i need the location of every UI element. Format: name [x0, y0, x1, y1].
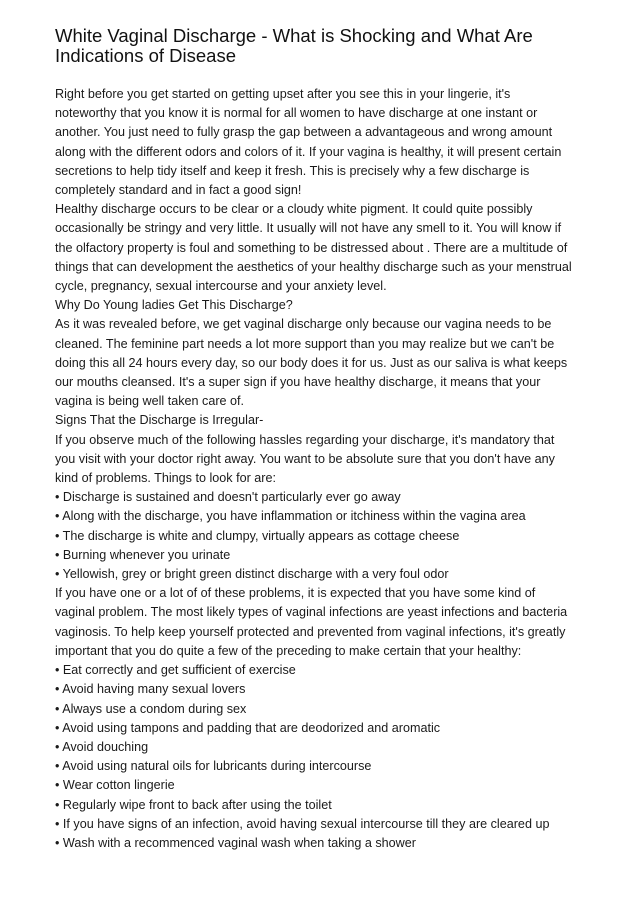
- text-line: kind of problems. Things to look for are:: [55, 471, 276, 486]
- bullet-item: • Avoid using natural oils for lubricants during intercourse: [55, 759, 372, 774]
- section-heading: Signs That the Discharge is Irregular-: [55, 413, 264, 428]
- text-line: Right before you get started on getting upset after you see this in your lingerie, it's: [55, 87, 511, 101]
- bullet-item: • Discharge is sustained and doesn't particularly ever go away: [55, 490, 401, 505]
- text-line: occasionally be stringy and very little. It usually will not have any smell to it. You will know if: [55, 221, 562, 236]
- bullet-item: • Yellowish, grey or bright green distinct discharge with a very foul odor: [55, 567, 449, 582]
- text-line: As it was revealed before, we get vaginal discharge only because our vagina needs to be: [55, 317, 552, 332]
- bullet-item: • Burning whenever you urinate: [55, 547, 231, 562]
- bullet-item: • Avoid using tampons and padding that are deodorized and aromatic: [55, 720, 441, 735]
- text-line: If you have one or a lot of of these problems, it is expected that you have some kind of: [55, 586, 536, 601]
- text-line: our mouths cleansed. It's a super sign if you have healthy discharge, it means that your: [55, 375, 541, 390]
- document-page: [55, 26, 603, 853]
- bullet-item: • The discharge is white and clumpy, virtually appears as cottage cheese: [55, 528, 460, 543]
- bullet-item: • If you have signs of an infection, avoid having sexual intercourse till they are cleared up: [55, 816, 550, 831]
- document-title: White Vaginal Discharge - What is Shocking and What Are Indications of Disease: [55, 25, 533, 66]
- text-line: you visit with your doctor right away. You want to be absolute sure that you don't have any: [55, 451, 555, 466]
- text-line: another. You just need to fully grasp the gap between a advantageous and wrong amount: [55, 125, 553, 140]
- bullet-item: • Eat correctly and get sufficient of exercise: [55, 663, 296, 678]
- text-line: If you observe much of the following hassles regarding your discharge, it's mandatory that: [55, 432, 555, 447]
- section-heading: Why Do Young ladies Get This Discharge?: [55, 298, 293, 313]
- text-line: secretions to help tidy itself and keep it fresh. This is precisely why a few discharge is: [55, 163, 530, 178]
- text-line: completely standard and in fact a good sign!: [55, 183, 302, 198]
- text-line: cycle, pregnancy, sexual intercourse and your anxiety level.: [55, 279, 387, 294]
- text-line: vaginal problem. The most likely types of vaginal infections are yeast infections and bacteria: [55, 605, 568, 620]
- bullet-item: • Always use a condom during sex: [55, 701, 247, 716]
- bullet-item: • Avoid douching: [55, 739, 149, 754]
- text-line: along with the different odors and colors of it. If your vagina is healthy, it will present certain: [55, 144, 562, 159]
- bullet-item: • Avoid having many sexual lovers: [55, 682, 246, 697]
- text-line: important that you do quite a few of the preceding to make certain that your healthy:: [55, 643, 522, 658]
- text-line: Healthy discharge occurs to be clear or a cloudy white pigment. It could quite possibly: [55, 202, 533, 217]
- text-line: vaginosis. To help keep yourself protected and prevented from vaginal infections, it's greatly: [55, 624, 566, 639]
- text-line: the olfactory property is foul and something to be distressed about . There are a multitude of: [55, 240, 568, 255]
- paragraph: [55, 85, 603, 853]
- bullet-item: • Regularly wipe front to back after using the toilet: [55, 797, 332, 812]
- text-line: things that can development the aesthetics of your healthy discharge such as your menstrual: [55, 259, 572, 274]
- bullet-item: • Along with the discharge, you have inflammation or itchiness within the vagina area: [55, 509, 526, 524]
- bullet-item: • Wash with a recommenced vaginal wash when taking a shower: [55, 835, 416, 850]
- text-line: noteworthy that you know it is normal for all women to have discharge at one instant or: [55, 106, 538, 121]
- text-line: cleaned. The feminine part needs a lot more support than you may realize but we can't be: [55, 336, 555, 351]
- text-line: doing this all 24 hours every day, so our body does it for us. Just as our saliva is what keeps: [55, 355, 568, 370]
- bullet-item: • Wear cotton lingerie: [55, 778, 175, 793]
- document-body: [55, 85, 603, 853]
- text-line: vagina is being well taken care of.: [55, 394, 245, 409]
